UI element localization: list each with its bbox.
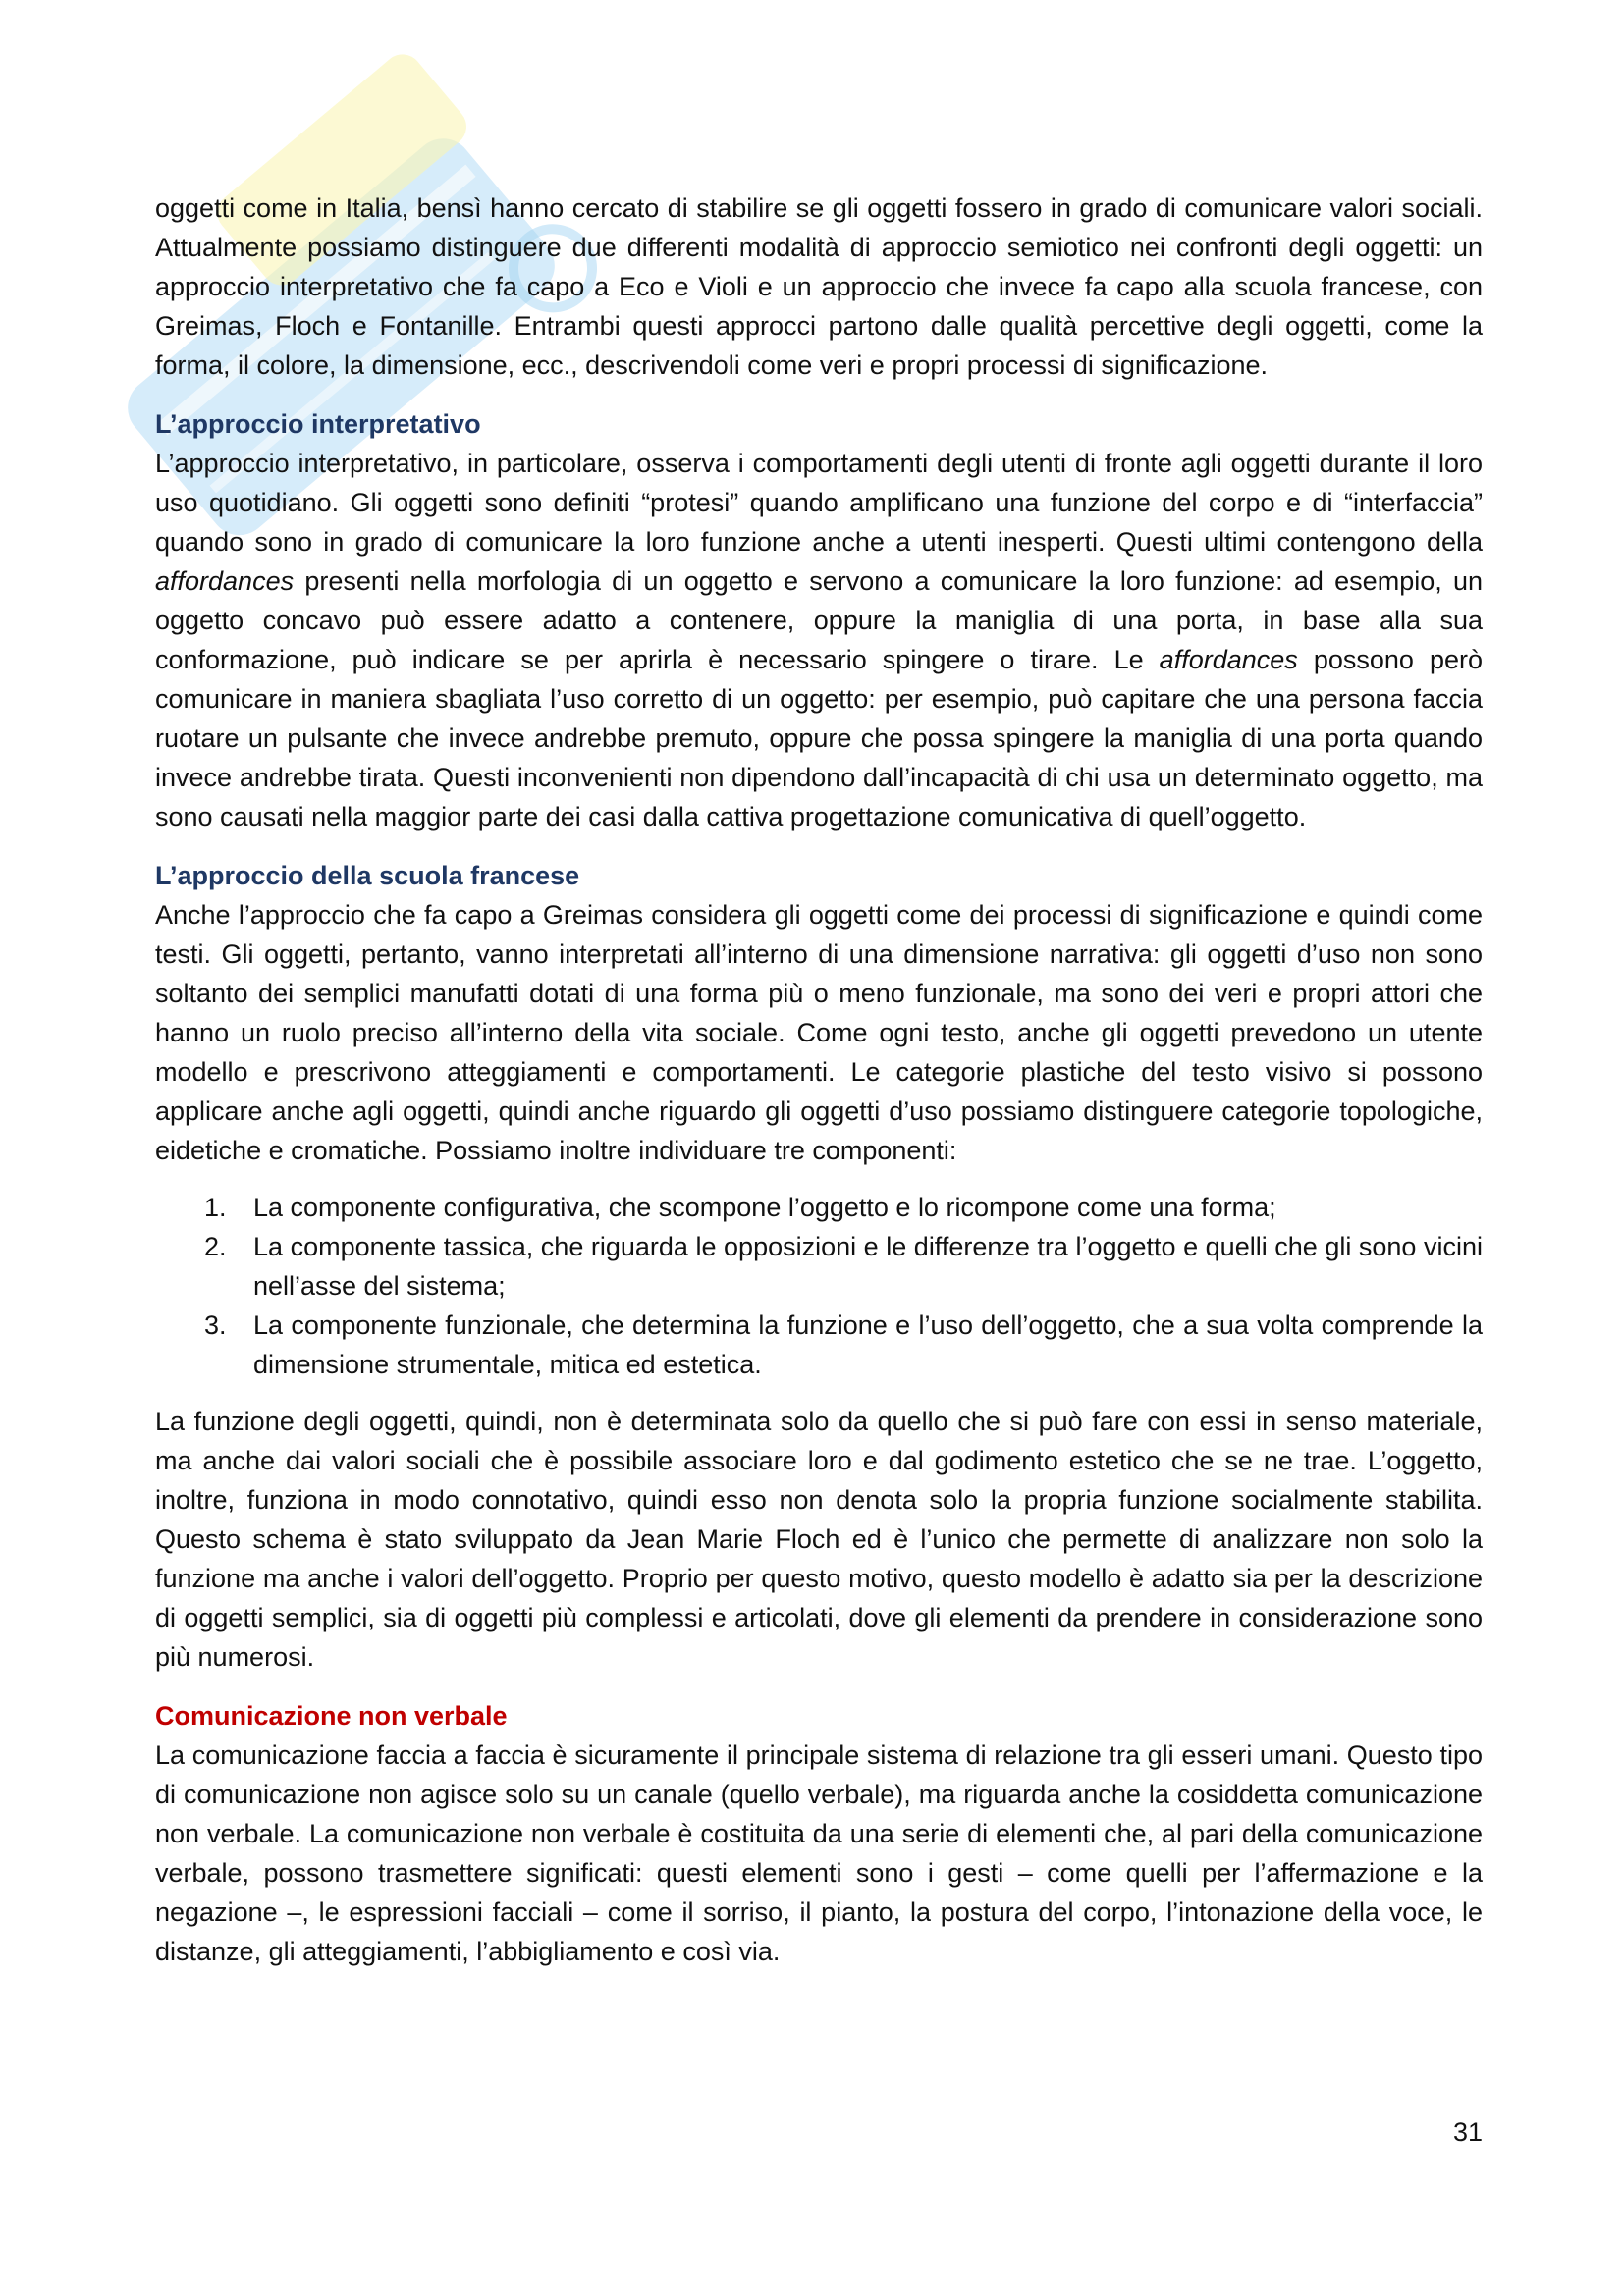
italic-term: affordances <box>1159 645 1298 674</box>
text-run: presenti nella morfologia di un oggetto e servono a comunicare la loro funzione: ad esempio, un oggetto concavo può essere adatto a contenere, oppure la maniglia di una porta, in base alla sua conformazione, può indicare se per aprirla è necessario spingere o tirare. Le <box>155 566 1483 674</box>
non-verbale-paragraph: La comunicazione faccia a faccia è sicuramente il principale sistema di relazione tra gli esseri umani. Questo tipo di comunicazione non agisce solo su un canale (quello verbale), ma riguarda anche la cosiddetta comunicazione non verbale. La comunicazione non verbale è costituita da una serie di elementi che, al pari della comunicazione verbale, possono trasmettere significati: questi elementi sono i gesti – come quelli per l’affermazione e la negazione –, le espressioni facciali – come il sorriso, il pianto, la postura del corpo, l’intonazione della voce, le distanze, gli atteggiamenti, l’abbigliamento e così via. <box>155 1740 1483 1966</box>
list-text: La componente funzionale, che determina la funzione e l’uso dell’oggetto, che a sua volta comprende la dimensione strumentale, mitica ed estetica. <box>253 1310 1483 1379</box>
components-list <box>155 1188 1483 1384</box>
text-run: L’approccio interpretativo, in particolare, osserva i comportamenti degli utenti di fronte agli oggetti durante il loro uso quotidiano. Gli oggetti sono definiti “protesi” quando amplificano una funzione del corpo e di “interfaccia” quando sono in grado di comunicare la loro funzione anche a utenti inesperti. Questi ultimi contengono della <box>155 449 1483 557</box>
interpretativo-paragraph <box>155 444 1483 836</box>
intro-paragraph: oggetti come in Italia, bensì hanno cercato di stabilire se gli oggetti fossero in grado di comunicare valori sociali. Attualmente possiamo distinguere due differenti modalità di approccio semiotico nei confronti degli oggetti: un approccio interpretativo che fa capo a Eco e Violi e un approccio che invece fa capo alla scuola francese, con Greimas, Floch e Fontanille. Entrambi questi approcci partono dalle qualità percettive degli oggetti, come la forma, il colore, la dimensione, ecc., descrivendoli come veri e propri processi di significazione. <box>155 193 1483 380</box>
list-item <box>155 1306 1483 1384</box>
scuola-francese-paragraph: Anche l’approccio che fa capo a Greimas considera gli oggetti come dei processi di significazione e quindi come testi. Gli oggetti, pertanto, vanno interpretati all’interno di una dimensione narrativa: gli oggetti d’uso non sono soltanto dei semplici manufatti dotati di una forma più o meno funzionale, ma sono dei veri e propri attori che hanno un ruolo preciso all’interno della vita sociale. Come ogni testo, anche gli oggetti prevedono un utente modello e prescrivono atteggiamenti e comportamenti. Le categorie plastiche del testo visivo si possono applicare anche agli oggetti, quindi anche riguardo gli oggetti d’uso possiamo distinguere categorie topologiche, eidetiche e cromatiche. Possiamo inoltre individuare tre componenti: <box>155 900 1483 1165</box>
list-text: La componente tassica, che riguarda le opposizioni e le differenze tra l’oggetto e quelli che gli sono vicini nell’asse del sistema; <box>253 1232 1483 1301</box>
list-number: 3. <box>204 1310 227 1340</box>
list-text: La componente configurativa, che scompone l’oggetto e lo ricompone come una forma; <box>253 1193 1276 1222</box>
section-heading-interpretativo: L’approccio interpretativo <box>155 409 481 439</box>
document-body <box>155 188 1483 1971</box>
text-run: possono però comunicare in maniera sbagliata l’uso corretto di un oggetto: per esempio, può capitare che una persona faccia ruotare un pulsante che invece andrebbe premuto, oppure che possa spingere la maniglia di una porta quando invece andrebbe tirata. Questi inconvenienti non dipendono dall’incapacità di chi usa un determinato oggetto, ma sono causati nella maggior parte dei casi dalla cattiva progettazione comunicativa di quell’oggetto. <box>155 645 1483 831</box>
closing-paragraph: La funzione degli oggetti, quindi, non è determinata solo da quello che si può fare con essi in senso materiale, ma anche dai valori sociali che è possibile associare loro e dal godimento estetico che se ne trae. L’oggetto, inoltre, funziona in modo connotativo, quindi esso non denota solo la propria funzione socialmente stabilita. Questo schema è stato sviluppato da Jean Marie Floch ed è l’unico che permette di analizzare non solo la funzione ma anche i valori dell’oggetto. Proprio per questo motivo, questo modello è adatto sia per la descrizione di oggetti semplici, sia di oggetti più complessi e articolati, dove gli elementi da prendere in considerazione sono più numerosi. <box>155 1407 1483 1672</box>
list-item <box>155 1188 1483 1227</box>
section-heading-scuola-francese: L’approccio della scuola francese <box>155 861 580 890</box>
list-number: 1. <box>204 1193 227 1222</box>
list-item <box>155 1227 1483 1306</box>
page-number: 31 <box>1452 2117 1483 2147</box>
italic-term: affordances <box>155 566 295 596</box>
list-number: 2. <box>204 1232 227 1261</box>
section-heading-non-verbale: Comunicazione non verbale <box>155 1701 508 1731</box>
